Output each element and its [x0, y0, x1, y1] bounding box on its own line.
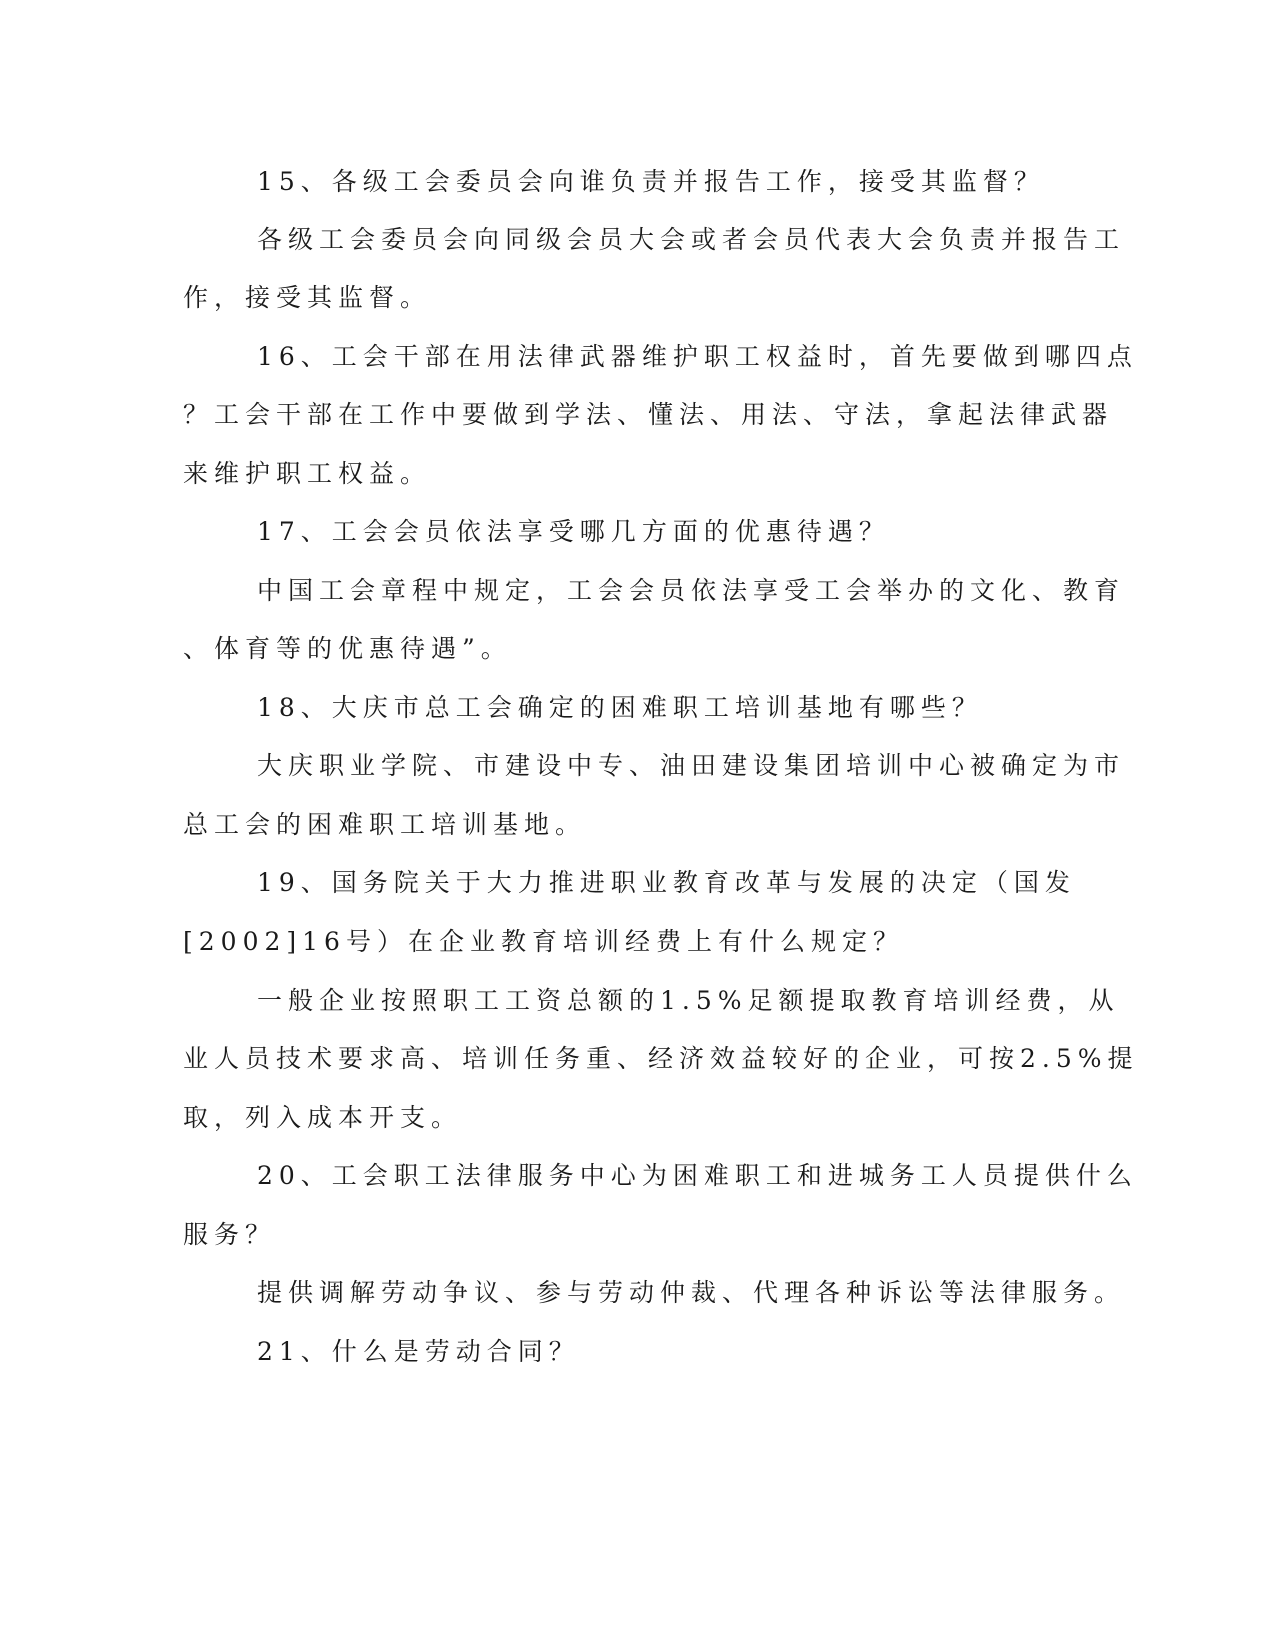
answer-18-line-1: 大庆职业学院、市建设中专、油田建设集团培训中心被确定为市 — [257, 751, 1126, 780]
answer-17-line-2: 、体育等的优惠待遇”。 — [183, 634, 512, 663]
answer-17-line-1: 中国工会章程中规定，工会会员依法享受工会举办的文化、教育 — [257, 576, 1126, 605]
answer-19-line-1: 一般企业按照职工工资总额的1.5%足额提取教育培训经费，从 — [257, 986, 1120, 1015]
question-17: 17、工会会员依法享受哪几方面的优惠待遇？ — [257, 517, 890, 546]
answer-16-line-1: ？工会干部在工作中要做到学法、懂法、用法、守法，拿起法律武器 — [183, 400, 1114, 429]
question-15: 15、各级工会委员会向谁负责并报告工作，接受其监督？ — [257, 167, 1045, 196]
question-18: 18、大庆市总工会确定的困难职工培训基地有哪些？ — [257, 693, 983, 722]
answer-15-line-2: 作，接受其监督。 — [183, 283, 432, 312]
answer-15-line-1: 各级工会委员会向同级会员大会或者会员代表大会负责并报告工 — [257, 225, 1126, 254]
question-20-line-1: 20、工会职工法律服务中心为困难职工和进城务工人员提供什么 — [257, 1161, 1138, 1190]
question-19-line-2: [2002]16号）在企业教育培训经费上有什么规定？ — [183, 927, 904, 956]
answer-20: 提供调解劳动争议、参与劳动仲裁、代理各种诉讼等法律服务。 — [257, 1278, 1126, 1307]
answer-16-line-2: 来维护职工权益。 — [183, 459, 432, 488]
answer-19-line-3: 取，列入成本开支。 — [183, 1103, 463, 1132]
question-21: 21、什么是劳动合同？ — [257, 1337, 580, 1366]
question-20-line-2: 服务？ — [183, 1220, 277, 1249]
answer-19-line-2: 业人员技术要求高、培训任务重、经济效益较好的企业，可按2.5%提 — [183, 1044, 1139, 1073]
question-16: 16、工会干部在用法律武器维护职工权益时，首先要做到哪四点 — [257, 342, 1138, 371]
question-19-line-1: 19、国务院关于大力推进职业教育改革与发展的决定（国发 — [257, 868, 1076, 897]
answer-18-line-2: 总工会的困难职工培训基地。 — [183, 810, 587, 839]
